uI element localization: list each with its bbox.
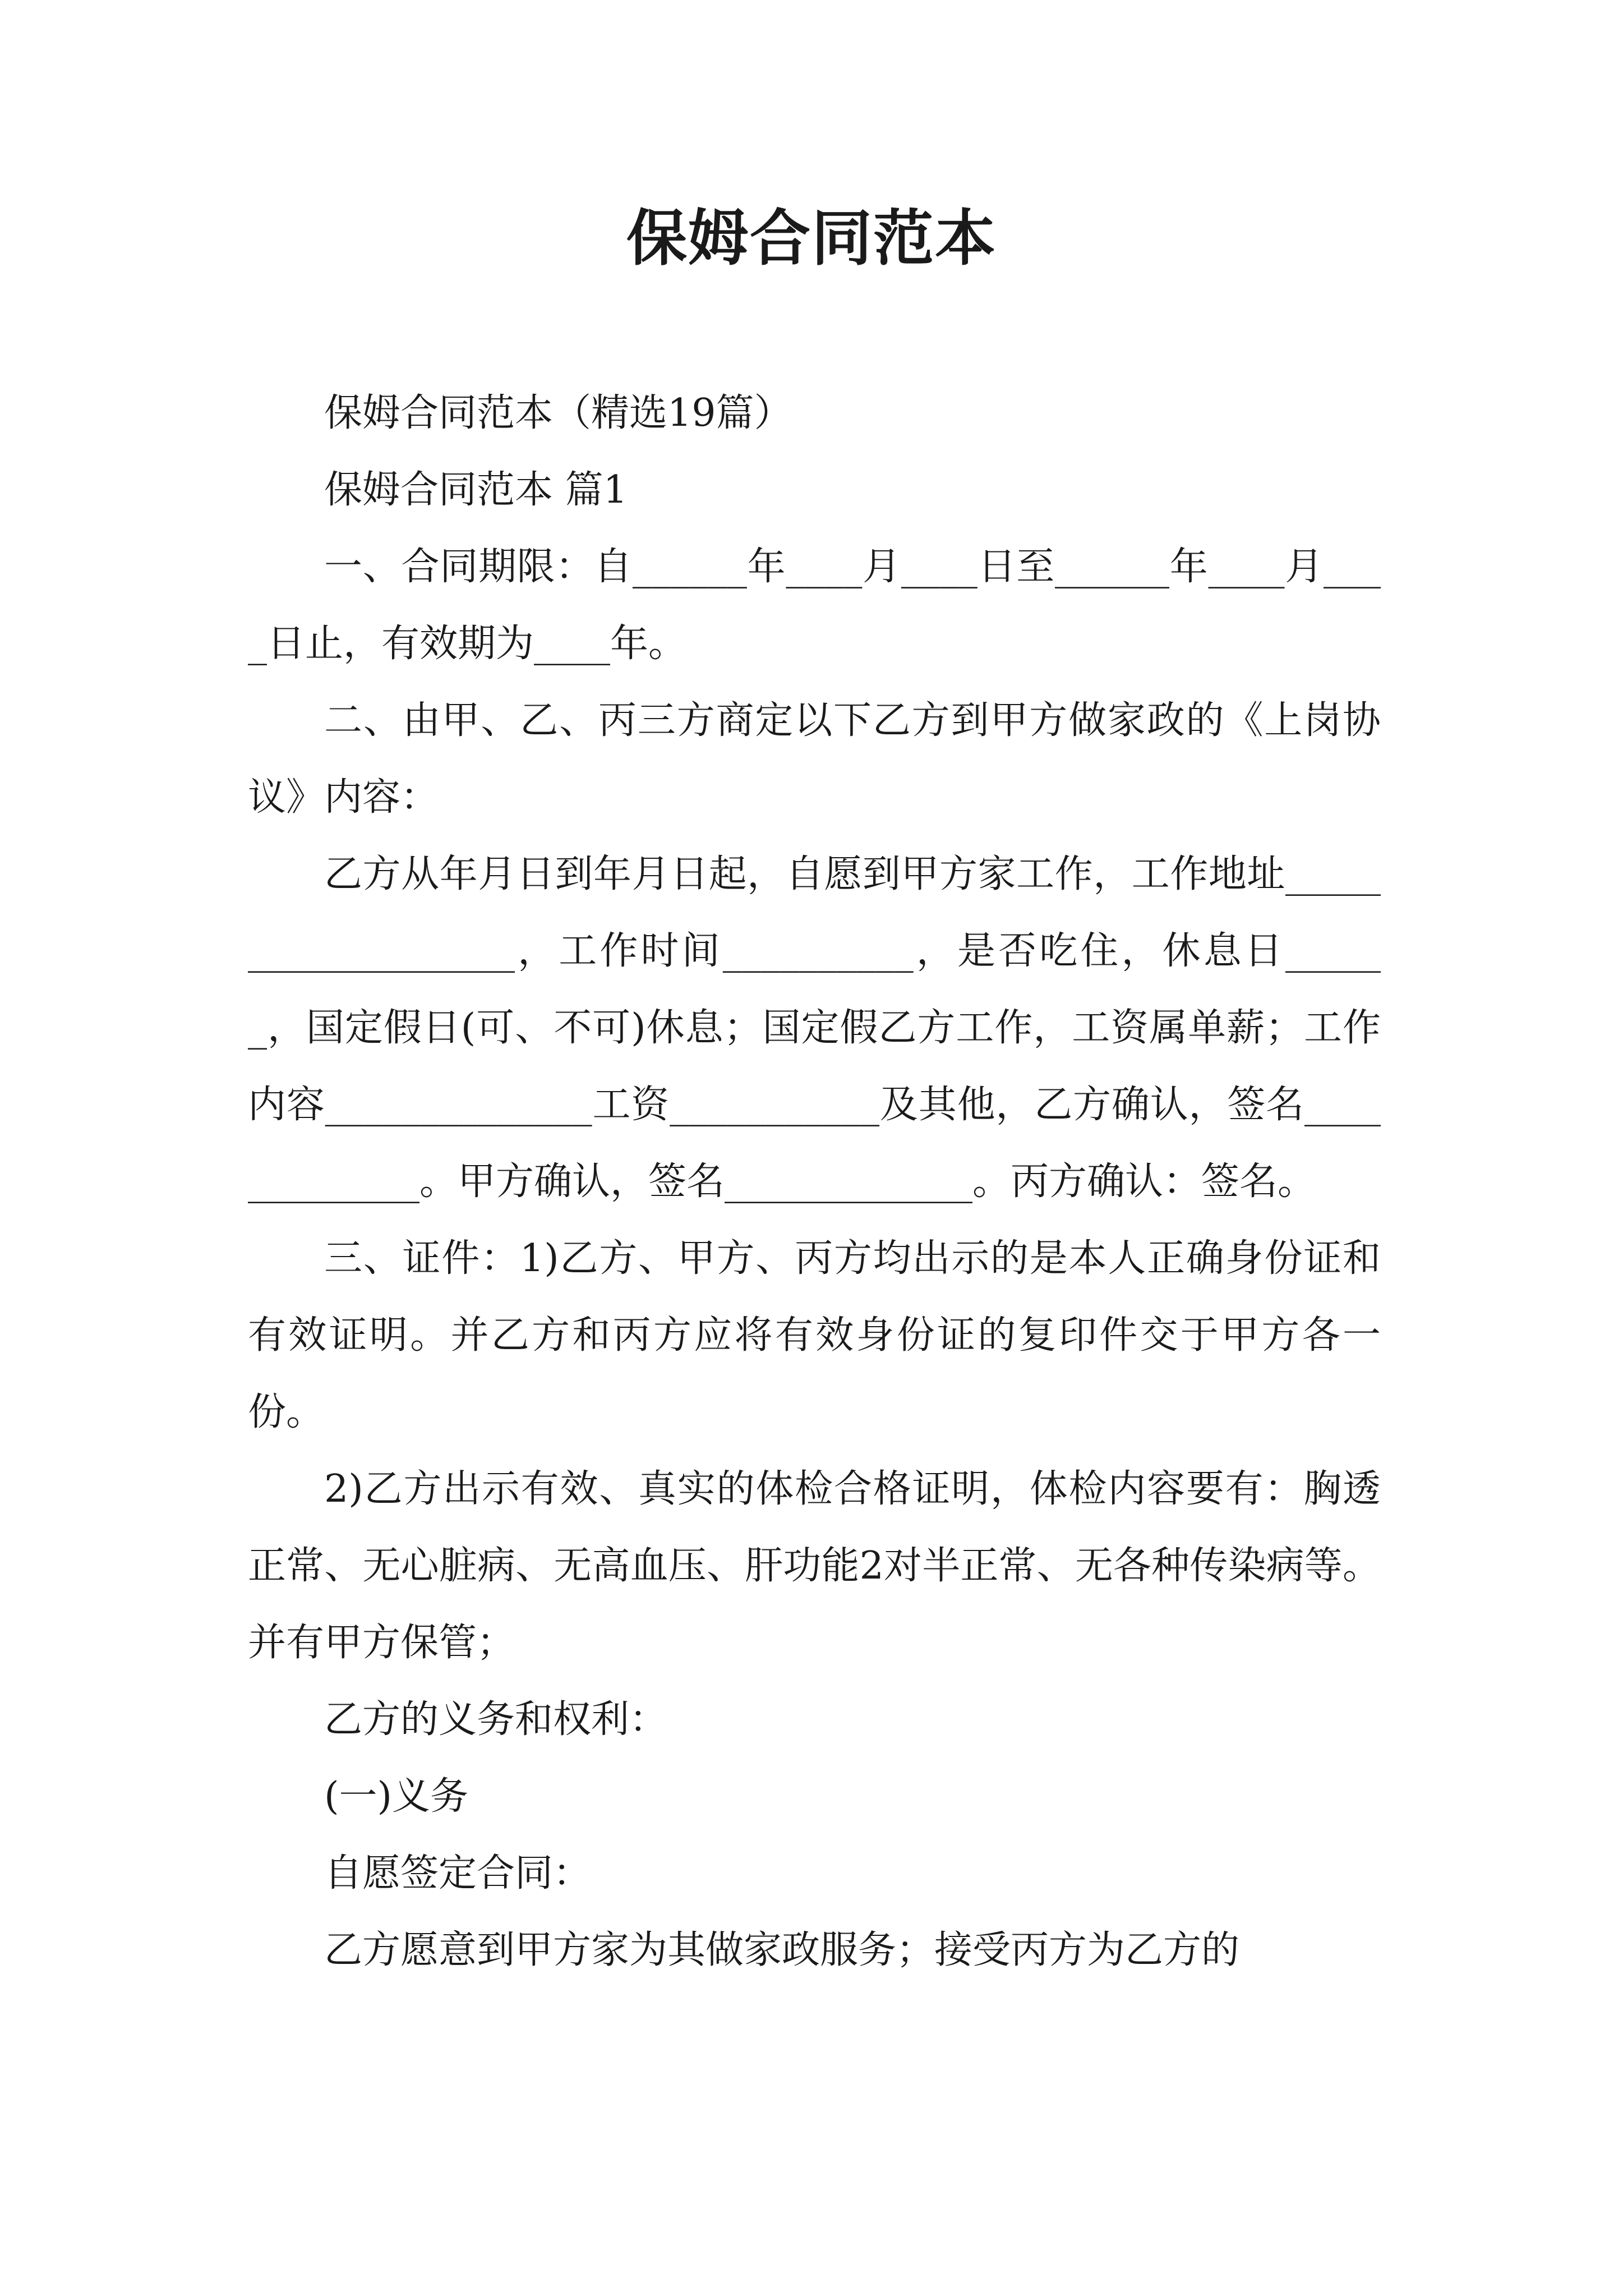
paragraph-duties-rights: 乙方的义务和权利：	[324, 1697, 668, 1742]
document-body	[248, 375, 1381, 1989]
paragraph-section-heading: 保姆合同范本 篇1	[324, 468, 628, 512]
paragraph-voluntary-sign: 自愿签定合同：	[324, 1851, 592, 1895]
paragraph-subtitle: 保姆合同范本（精选19篇）	[324, 391, 792, 435]
paragraph-duties-heading: (一)义务	[324, 1774, 469, 1819]
document-title: 保姆合同范本	[626, 203, 997, 274]
paragraph-contract-term: 一、合同期限：自______年____月____日至______年____月____日止，有效期为____年。	[248, 545, 1381, 666]
paragraph-service-consent: 乙方愿意到甲方家为其做家政服务；接受丙方为乙方的	[324, 1928, 1240, 1972]
paragraph-health-check: 2)乙方出示有效、真实的体检合格证明，体检内容要有：胸透正常、无心脏病、无高血压、肝功能2对半正常、无各种传染病等。并有甲方保管；	[248, 1467, 1381, 1665]
paragraph-documents: 三、证件：1)乙方、甲方、丙方均出示的是本人正确身份证和有效证明。并乙方和丙方应将有效身份证的复印件交于甲方各一份。	[248, 1236, 1381, 1434]
paragraph-work-details: 乙方从年月日到年月日起，自愿到甲方家工作，工作地址___________________，工作时间__________，是否吃住，休息日______，国定假日(可、不可)休息；国定假乙方工作，工资属单薪；工作内容______________工资___________及其他，乙方确认，签名_____________。甲方确认，签名_____________。丙方确认：签名。	[248, 852, 1381, 1204]
paragraph-agreement-intro: 二、由甲、乙、丙三方商定以下乙方到甲方做家政的《上岗协议》内容：	[248, 698, 1381, 820]
